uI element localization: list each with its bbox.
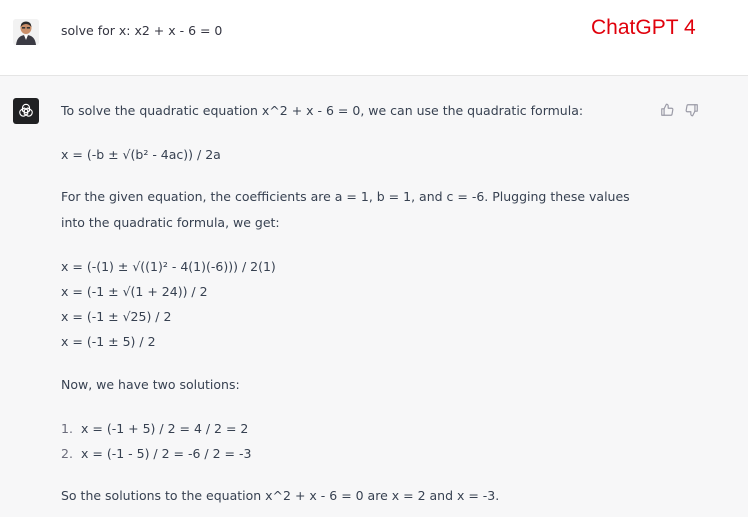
thumbs-down-button[interactable] <box>683 101 700 118</box>
step-line: x = (-1 ± √25) / 2 <box>61 309 172 324</box>
thumbs-up-button[interactable] <box>658 101 675 118</box>
user-message-text: solve for x: x2 + x - 6 = 0 <box>61 23 223 38</box>
chatgpt-4-label: ChatGPT 4 <box>591 16 696 39</box>
user-message-row <box>0 0 748 76</box>
step-line: x = (-(1) ± √((1)² - 4(1)(-6))) / 2(1) <box>61 259 276 274</box>
thumbs-up-icon <box>660 103 674 117</box>
openai-logo-icon <box>17 102 35 120</box>
user-photo-icon <box>13 19 39 45</box>
coefficients-text-line-2: into the quadratic formula, we get: <box>61 215 280 230</box>
intro-text: To solve the quadratic equation x^2 + x - 6 = 0, we can use the quadratic formula: <box>61 103 584 118</box>
step-line: x = (-1 ± √(1 + 24)) / 2 <box>61 284 208 299</box>
solution-text: x = (-1 + 5) / 2 = 4 / 2 = 2 <box>81 421 249 436</box>
step-line: x = (-1 ± 5) / 2 <box>61 334 156 349</box>
coefficients-text-line-1: For the given equation, the coefficients are a = 1, b = 1, and c = -6. Plugging these values <box>61 189 630 204</box>
assistant-message-row <box>0 76 748 517</box>
two-solutions-text: Now, we have two solutions: <box>61 377 240 392</box>
assistant-avatar <box>13 98 39 124</box>
list-number: 1. <box>61 421 73 436</box>
quadratic-formula: x = (-b ± √(b² - 4ac)) / 2a <box>61 147 221 162</box>
user-avatar <box>13 19 39 45</box>
list-number: 2. <box>61 446 73 461</box>
solution-text: x = (-1 - 5) / 2 = -6 / 2 = -3 <box>81 446 252 461</box>
thumbs-down-icon <box>685 103 699 117</box>
conclusion-text: So the solutions to the equation x^2 + x - 6 = 0 are x = 2 and x = -3. <box>61 488 500 503</box>
